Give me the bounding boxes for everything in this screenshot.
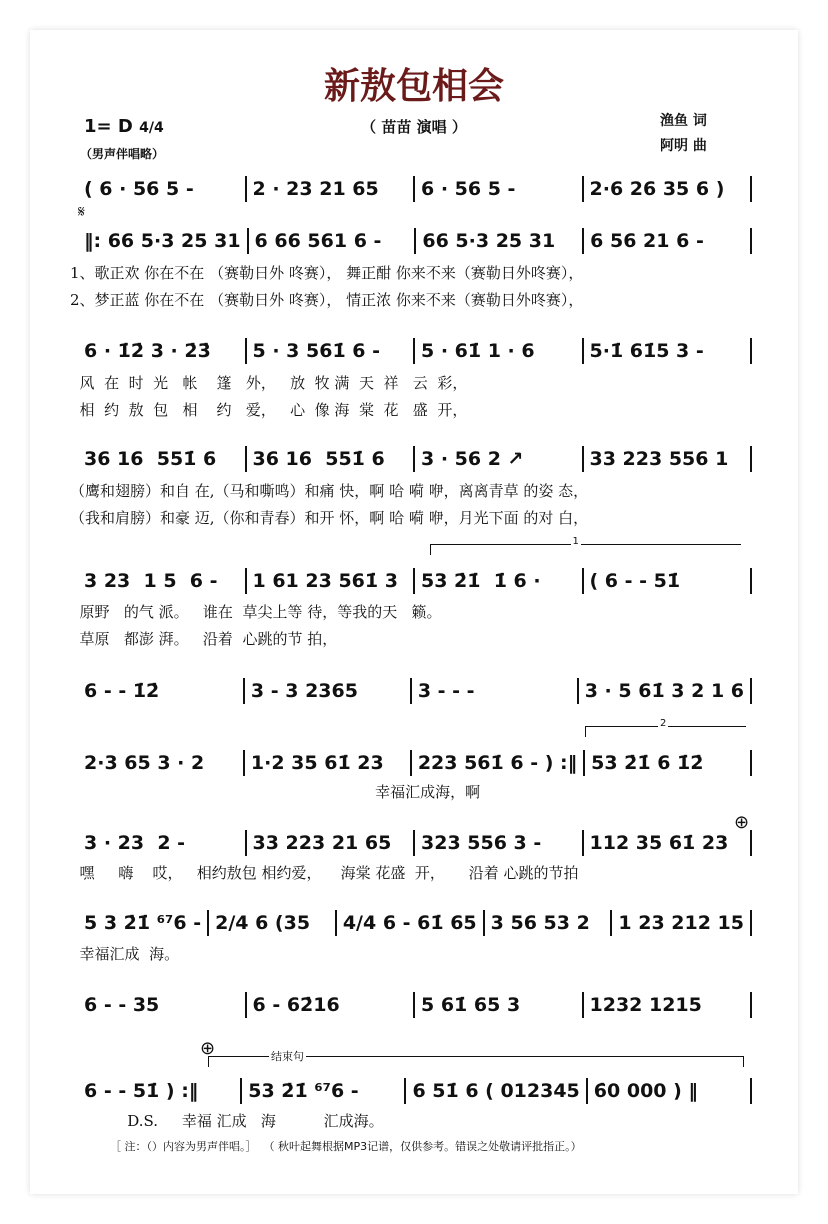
- measure: 2·6 26 35 6 ): [584, 176, 753, 202]
- measure: 3 · 56 2 ↗: [415, 446, 584, 472]
- lyric-line: 幸福汇成 海。: [70, 945, 180, 963]
- coda-sign-end: ⊕: [200, 1038, 216, 1059]
- time-signature: 4/4: [139, 120, 164, 136]
- measure: 2·3 65 3 · 2: [78, 750, 245, 776]
- lyric-line: 幸福汇成海，啊: [70, 783, 481, 801]
- measure: 3 23 1 5 6 -: [78, 568, 247, 594]
- lyric-line: D.S. 幸福 汇成 海 汇成海。: [70, 1112, 384, 1130]
- measure: 6̇0 000 ) ‖: [588, 1078, 752, 1104]
- measure: ( 6 - - 51̇: [584, 568, 753, 594]
- measure: 33 223 21 65: [247, 830, 416, 856]
- measure: 112 35 61̇ 23: [584, 830, 753, 856]
- measure: 36 16 551̇ 6: [78, 446, 247, 472]
- measure: 53 2̇1̇ 1̇ 6 ·: [415, 568, 584, 594]
- measure: 1 23 212 15: [612, 910, 752, 936]
- score-line: [78, 228, 752, 254]
- lyric-line: 草原 都澎 湃。 沿着 心跳的节 拍，: [70, 630, 338, 648]
- measure: 2/4 6 (35: [209, 910, 337, 936]
- score-line: [78, 568, 752, 594]
- measure: 6 - - 1̇2̇: [78, 678, 245, 704]
- segno-sign: 𝄋: [78, 202, 85, 221]
- coda-sign: ⊕: [734, 812, 750, 833]
- lyricist: 渔鱼 词: [660, 113, 707, 129]
- lyric-line: 嘿 嗨 哎， 相约敖包 相约爱， 海棠 花盛 开， 沿着 心跳的节拍: [70, 864, 579, 882]
- composer: 阿明 曲: [660, 138, 707, 154]
- coda-label: 结束句: [271, 1050, 304, 1063]
- measure: 4/4 6 - 61̇ 65: [337, 910, 485, 936]
- measure: 53 2̇1̇ 6 1̇2̇: [585, 750, 752, 776]
- measure: ‖: 66 5·3 25 31: [78, 228, 249, 254]
- measure: 6 56 21 6 -: [584, 228, 752, 254]
- measure: 1232 1215: [584, 992, 753, 1018]
- volta-number: 1: [572, 536, 579, 547]
- measure: 1 61 23 561̇ 3: [247, 568, 416, 594]
- lyric-line: 相 约 敖 包 相 约 爱， 心 像 海 棠 花 盛 开，: [70, 401, 468, 419]
- score-line: [78, 750, 752, 776]
- measure: 6 66 561 6 -: [249, 228, 417, 254]
- measure: 6 - 62̇16: [247, 992, 416, 1018]
- measure: 36 16 551̇ 6: [247, 446, 416, 472]
- measure: 6 51̇ 6 ( 012345: [406, 1078, 587, 1104]
- measure: 5 · 3 561̇ 6 -: [247, 338, 416, 364]
- coda-bracket: [208, 1050, 744, 1067]
- measure: 5 3 2̇1̇ ⁶⁷6 -: [78, 910, 209, 936]
- note-top: （男声伴唱略）: [80, 147, 165, 161]
- measure: 6 · 56 5 -: [415, 176, 584, 202]
- score-line: [78, 1078, 752, 1104]
- measure: 3 · 23 2 -: [78, 830, 247, 856]
- measure: 3 - 3 2365: [245, 678, 412, 704]
- song-title: 新敖包相会: [323, 66, 504, 107]
- score-line: [78, 446, 752, 472]
- lyric-line: 1、歌正欢 你在不在 （赛勒日外 咚赛）， 舞正酣 你来不来（赛勒日外咚赛），: [70, 264, 584, 282]
- measure: 6 - - 35: [78, 992, 247, 1018]
- measure: ( 6 · 56 5 -: [78, 176, 247, 202]
- measure: 33 223 556 1: [584, 446, 753, 472]
- score-line: [78, 910, 752, 936]
- volta-number: 2: [660, 718, 667, 729]
- key-signature: [84, 116, 164, 137]
- measure: 2 · 23 21 65: [247, 176, 416, 202]
- measure: 323 556 3 -: [415, 830, 584, 856]
- measure: 53 2̇1̇ ⁶⁷6 -: [242, 1078, 406, 1104]
- measure: 5 61̇ 65 3: [415, 992, 584, 1018]
- measure: 5 · 61̇ 1 · 6: [415, 338, 584, 364]
- measure: 66 5·3 25 31: [416, 228, 584, 254]
- volta-bracket: [430, 536, 741, 555]
- score-line: [78, 176, 752, 202]
- measure: 5·1̇ 61̇5 3 -: [584, 338, 753, 364]
- lyric-line: 原野 的气 派。 谁在 草尖上等 待，等我的天 籁。: [70, 603, 442, 621]
- score-line: [78, 678, 752, 704]
- footer-note: ［ 注：（）内容为男声伴唱。］ （ 秋叶起舞根据MP3记谱，仅供参考。错误之处敬请评批指正。）: [110, 1140, 582, 1153]
- score-line: [78, 992, 752, 1018]
- measure: 1·2 35 61̇ 23: [245, 750, 412, 776]
- lyric-line: 2、梦正蓝 你在不在 （赛勒日外 咚赛）， 情正浓 你来不来（赛勒日外咚赛），: [70, 291, 584, 309]
- score-line: [78, 338, 752, 364]
- measure: 3 56 53 2: [485, 910, 613, 936]
- key: 1= D: [84, 116, 133, 137]
- lyric-line: （我和肩膀）和豪 迈,（你和青春）和开 怀，啊 哈 嗬 咿，月光下面 的对 白，: [70, 509, 589, 527]
- score-line: [78, 830, 752, 856]
- measure: 3 - - -: [412, 678, 579, 704]
- lyric-line: 风 在 时 光 帐 篷 外， 放 牧 满 天 祥 云 彩，: [70, 374, 468, 392]
- measure: 3 · 5 61̇ 3 2 1 6: [579, 678, 752, 704]
- lyric-line: （鹰和翅膀）和自 在,（马和嘶鸣）和痛 快，啊 哈 嗬 咿，离离青草 的姿 态，: [70, 482, 589, 500]
- measure: 6 - - 51̇ ) :‖: [78, 1078, 242, 1104]
- performer: （ 苗苗 演唱 ）: [361, 118, 467, 136]
- measure: 223 561̇ 6 - ) :‖: [412, 750, 585, 776]
- volta-bracket: [585, 718, 746, 737]
- measure: 6 · 1̇2̇ 3 · 2̇3̇: [78, 338, 247, 364]
